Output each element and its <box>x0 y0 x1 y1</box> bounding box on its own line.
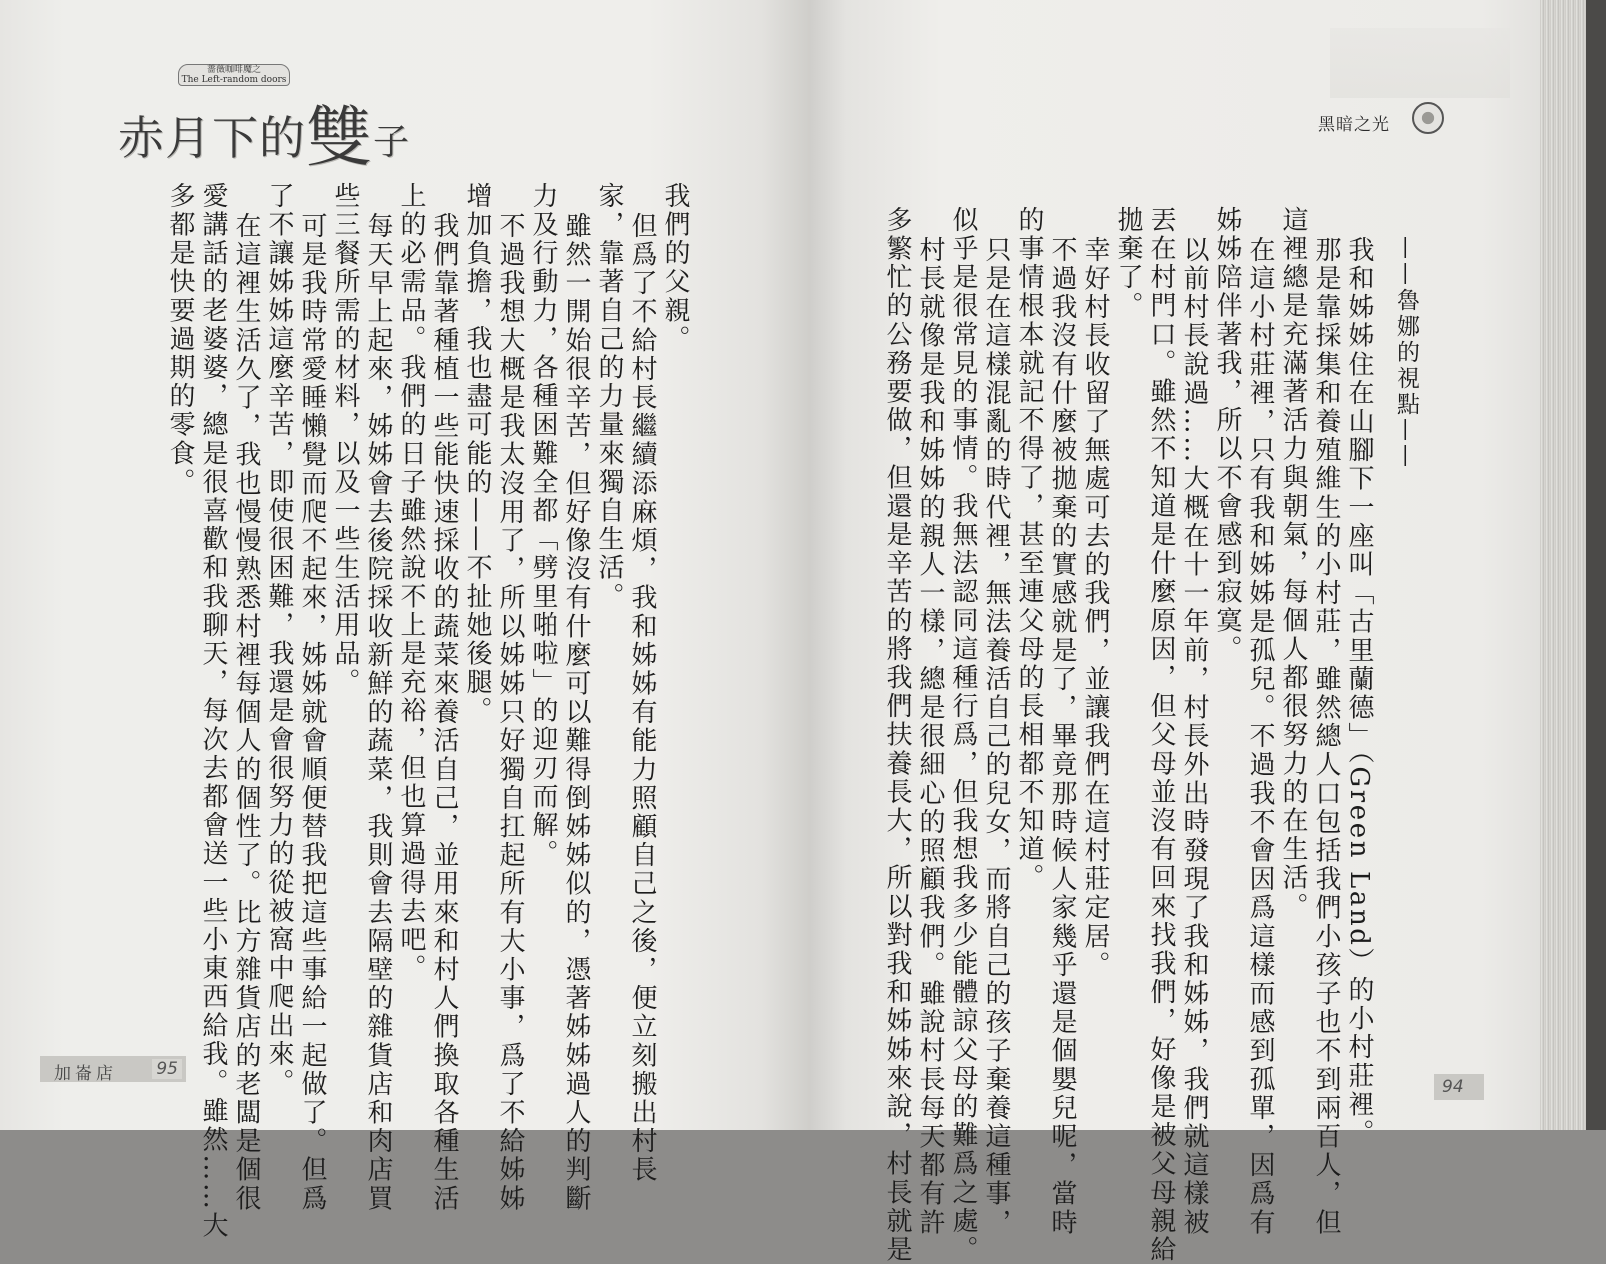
text-line: 拋棄了。 <box>1113 206 1143 321</box>
text-line: 只是在這樣混亂的時代裡，無法養活自己的兒女，而將自己的孩子棄養這種事， <box>981 236 1011 1237</box>
text-line: 家，靠著自己的力量來獨自生活。 <box>594 182 624 611</box>
text-line: 我們的父親。 <box>660 182 690 354</box>
right-footer <box>1434 1074 1484 1100</box>
text-line: 這裡總是充滿著活力與朝氣，每個人都很努力的在生活。 <box>1278 206 1308 921</box>
book-title-part2: 雙 <box>306 99 373 176</box>
text-line: 多繁忙的公務要做，但還是辛苦的將我們扶養長大，所以對我和姊姊來說，村長就是 <box>882 206 912 1264</box>
text-line: 些三餐所需的材料，以及一些生活用品。 <box>330 182 360 697</box>
text-line: 在這小村莊裡，只有我和姊姊是孤兒。不過我不會因爲這樣而感到孤單，因爲有 <box>1245 236 1275 1237</box>
left-footer <box>40 1056 186 1082</box>
text-line: 增加負擔，我也盡可能的——不扯她後腿。 <box>462 182 492 726</box>
page-number-right: 94 <box>1442 1077 1464 1097</box>
series-name-en: The Left-random doors <box>181 75 287 85</box>
chapter-ornament-icon <box>1412 102 1444 134</box>
text-line: 愛講話的老婆婆，總是很喜歡和我聊天，每次去都會送一些小東西給我。雖然……大 <box>198 182 228 1241</box>
book-title-part1: 赤月下的 <box>118 111 306 165</box>
text-line: 那是靠採集和養殖維生的小村莊，雖然總人口包括我們小孩子也不到兩百人，但 <box>1311 236 1341 1237</box>
text-line: 村長就像是我和姊姊的親人一樣，總是很細心的照顧我們。雖說村長每天都有許 <box>915 236 945 1237</box>
text-line: 不過我沒有什麼被拋棄的實感就是了，畢竟那時候人家幾乎還是個嬰兒呢，當時 <box>1047 236 1077 1237</box>
bleed-through-shadow <box>1330 28 1510 98</box>
text-line: 姊姊陪伴著我，所以不會感到寂寞。 <box>1212 206 1242 664</box>
book-title-part3: 子 <box>373 122 411 163</box>
text-line: 可是我時常愛睡懶覺而爬不起來，姊姊就會順便替我把這些事給一起做了。但爲 <box>297 212 327 1213</box>
page-number-left: 95 <box>152 1059 182 1079</box>
text-line: 多都是快要過期的零食。 <box>165 182 195 497</box>
book-cover-edge <box>1586 0 1606 1130</box>
text-line: 在這裡生活久了，我也慢慢熟悉村裡每個人的個性了。比方雜貨店的老闆是個很 <box>231 212 261 1213</box>
text-line: 每天早上起來，姊姊會去後院採收新鮮的蔬菜，我則會去隔壁的雜貨店和肉店買 <box>363 212 393 1213</box>
text-line: 上的必需品。我們的日子雖然說不上是充裕，但也算過得去吧。 <box>396 182 426 983</box>
text-line: 我們靠著種植一些能快速採收的蔬菜來養活自己，並用來和村人們換取各種生活 <box>429 212 459 1213</box>
footer-label: 加崙店 <box>54 1064 117 1084</box>
text-line: 了不讓姊姊這麼辛苦，即使很困難，我還是會很努力的從被窩中爬出來。 <box>264 182 294 1098</box>
text-line: 我和姊姊住在山腳下一座叫「古里蘭德」（Green Land）的小村莊裡。 <box>1344 236 1374 1148</box>
series-name: 薔薇咖啡魔之 <box>206 65 261 75</box>
text-line: 但爲了不給村長繼續添麻煩，我和姊姊有能力照顧自己之後，便立刻搬出村長 <box>627 212 657 1185</box>
text-line: 的事情根本就記不得了，甚至連父母的長相都不知道。 <box>1014 206 1044 893</box>
text-line: 似乎是很常見的事情。我無法認同這種行爲，但我想我多少能體諒父母的難爲之處。 <box>948 206 978 1264</box>
text-line: 幸好村長收留了無處可去的我們，並讓我們在這村莊定居。 <box>1080 236 1110 980</box>
text-line: 以前村長說過……大概在十一年前，村長外出時發現了我和姊姊，我們就這樣被 <box>1179 236 1209 1237</box>
section-title: ——魯娜的視點—— <box>1393 236 1419 470</box>
book-title-logo <box>118 64 411 176</box>
text-line: 力及行動力，各種困難全都「劈里啪啦」的迎刃而解。 <box>528 182 558 869</box>
text-line: 丟在村門口。雖然不知道是什麼原因，但父母並沒有回來找我們，好像是被父母親給 <box>1146 206 1176 1264</box>
text-line: 不過我想大概是我太沒用了，所以姊姊只好獨自扛起所有大小事，爲了不給姊姊 <box>495 212 525 1213</box>
book-title <box>118 78 411 176</box>
chapter-title: 黑暗之光 <box>1318 115 1390 135</box>
text-line: 雖然一開始很辛苦，但好像沒有什麼可以難得倒姊姊似的，憑著姊姊過人的判斷 <box>561 212 591 1213</box>
